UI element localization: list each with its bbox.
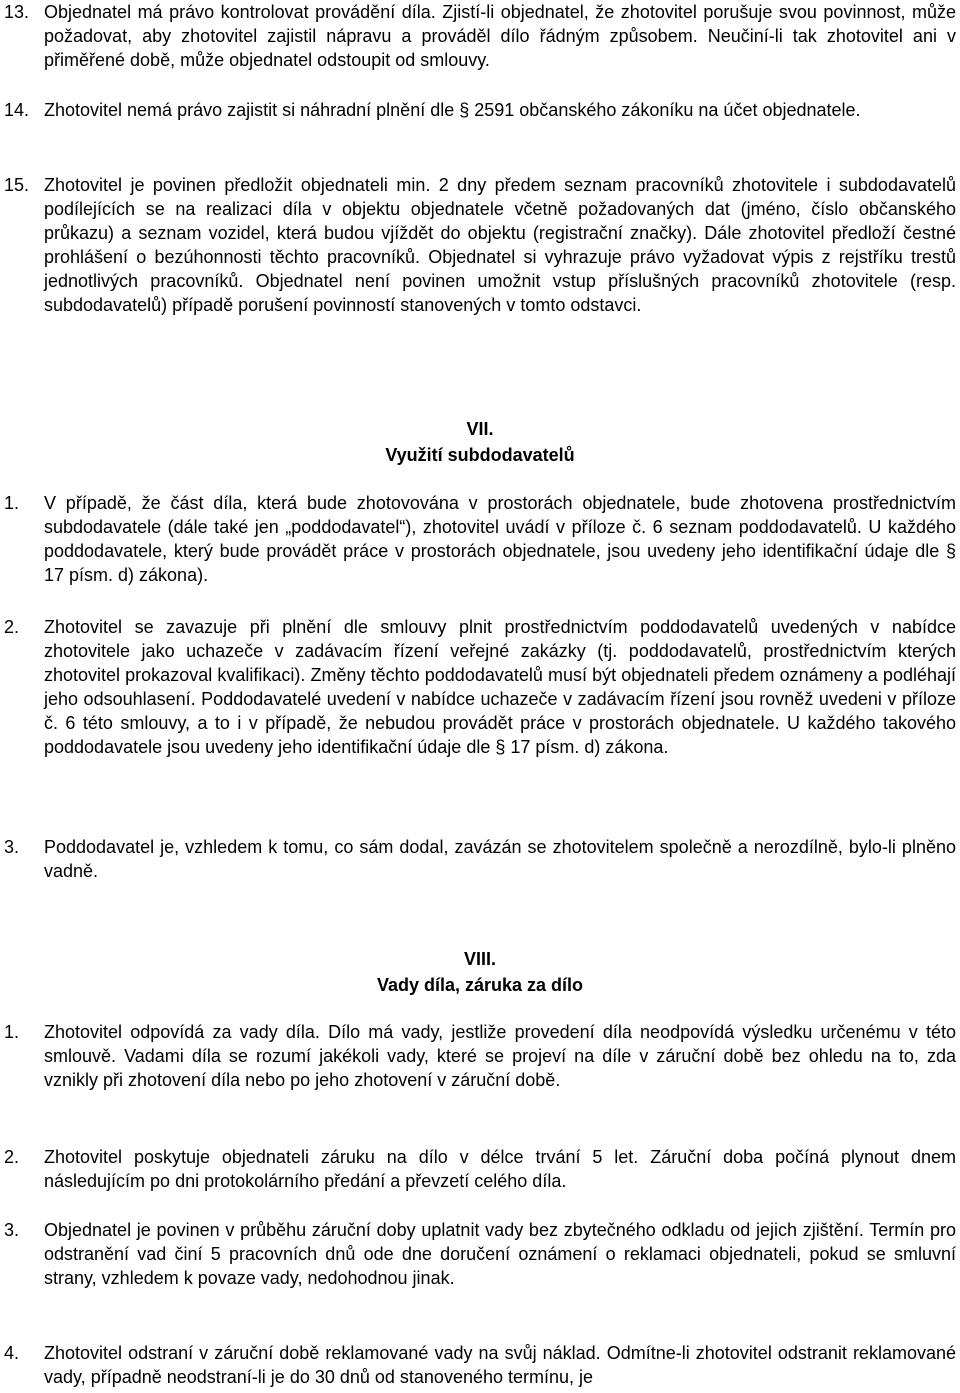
section-8-clause-3 (0, 1218, 960, 1290)
clause-number: 1. (4, 493, 20, 513)
section-7-clause-3 (0, 835, 960, 883)
section-title: Vady díla, záruka za dílo (376, 975, 584, 995)
clause-text: Zhotovitel odstraní v záruční době reklamované vady na svůj náklad. Odmítne-li zhotovitel odstranit reklamované vady, případně neodstraní-li je do 30 dnů od stanoveného termínu, je (44, 1343, 956, 1387)
section-number: VII. (466, 419, 494, 439)
clause-text: Objednatel je povinen v průběhu záruční doby uplatnit vady bez zbytečného odkladu od jejich zjištění. Termín pro odstranění vad činí 5 pracovních dnů ode dne doručení oznámení o reklamaci objednateli, pokud se smluvní strany, vzhledem k povaze vady, nedohodnou jinak. (44, 1220, 956, 1288)
clause-number: 14. (4, 100, 30, 120)
section-7-clause-1 (0, 491, 960, 587)
section-7-heading (0, 416, 960, 468)
clause-text: V případě, že část díla, která bude zhotovována v prostorách objednatele, bude zhotovena prostřednictvím subdodavatele (dále také jen „poddodavatel“), zhotovitel uvádí v příloze č. 6 seznam poddodavatelů. U každého poddodavatele, který bude provádět práce v prostorách objednatele, jsou uvedeny jeho identifikační údaje dle § 17 písm. d) zákona). (44, 493, 956, 585)
clause-15 (0, 173, 960, 317)
clause-number: 1. (4, 1022, 20, 1042)
clause-number: 13. (4, 2, 30, 22)
clause-number: 4. (4, 1343, 20, 1363)
clause-text: Zhotovitel poskytuje objednateli záruku na dílo v délce trvání 5 let. Záruční doba počíná plynout dnem následujícím po dni protokolárního předání a převzetí celého díla. (44, 1147, 956, 1191)
clause-number: 2. (4, 1147, 20, 1167)
clause-13 (0, 0, 960, 72)
clause-text: Poddodavatel je, vzhledem k tomu, co sám dodal, zavázán se zhotovitelem společně a nerozdílně, bylo-li plněno vadně. (44, 837, 956, 881)
clause-number: 3. (4, 837, 20, 857)
clause-number: 2. (4, 617, 20, 637)
section-8-clause-1 (0, 1020, 960, 1092)
clause-text: Zhotovitel nemá právo zajistit si náhradní plnění dle § 2591 občanského zákoníku na účet objednatele. (44, 100, 861, 120)
section-8-clause-4 (0, 1341, 960, 1389)
section-number: VIII. (463, 949, 496, 969)
section-7-clause-2 (0, 615, 960, 759)
clause-text: Zhotovitel je povinen předložit objednateli min. 2 dny předem seznam pracovníků zhotovitele i subdodavatelů podílejících se na realizaci díla v objektu objednatele včetně požadovaných dat (jméno, číslo občanského průkazu) a seznam vozidel, která budou vjíždět do objektu (registrační značky). Dále zhotovitel předloží čestné prohlášení o bezúhonnosti těchto pracovníků. Objednatel si vyhrazuje právo vyžadovat výpis z rejstříku trestů jednotlivých pracovníků. Objednatel není povinen umožnit vstup příslušných pracovníků zhotovitele (resp. subdodavatelů) případě porušení povinností stanovených v tomto odstavci. (44, 175, 956, 315)
section-8-clause-2 (0, 1145, 960, 1193)
section-title: Využití subdodavatelů (385, 445, 575, 465)
clause-number: 3. (4, 1220, 20, 1240)
clause-number: 15. (4, 175, 30, 195)
clause-text: Zhotovitel odpovídá za vady díla. Dílo má vady, jestliže provedení díla neodpovídá výsledku určenému v této smlouvě. Vadami díla se rozumí jakékoli vady, které se projeví na díle v záruční době bez ohledu na to, zda vznikly při zhotovení díla nebo po jeho zhotovení v záruční době. (44, 1022, 956, 1090)
clause-text: Objednatel má právo kontrolovat provádění díla. Zjistí-li objednatel, že zhotovitel porušuje svou povinnost, může požadovat, aby zhotovitel zajistil nápravu a prováděl dílo řádným způsobem. Neučiní-li tak zhotovitel ani v přiměřené době, může objednatel odstoupit od smlouvy. (44, 2, 956, 70)
section-8-heading (0, 946, 960, 998)
clause-text: Zhotovitel se zavazuje při plnění dle smlouvy plnit prostřednictvím poddodavatelů uvedených v nabídce zhotovitele jako uchazeče v zadávacím řízení veřejné zakázky (tj. poddodavatelů, prostřednictvím kterých zhotovitel prokazoval kvalifikaci). Změny těchto poddodavatelů musí být objednateli předem oznámeny a podléhají jeho odsouhlasení. Poddodavatelé uvedení v nabídce uchazeče v zadávacím řízení jsou rovněž uvedeni v příloze č. 6 této smlouvy, a to i v případě, že nebudou provádět práce v prostorách objednatele. U každého takového poddodavatele jsou uvedeny jeho identifikační údaje dle § 17 písm. d) zákona. (44, 617, 956, 757)
clause-14 (0, 98, 960, 122)
